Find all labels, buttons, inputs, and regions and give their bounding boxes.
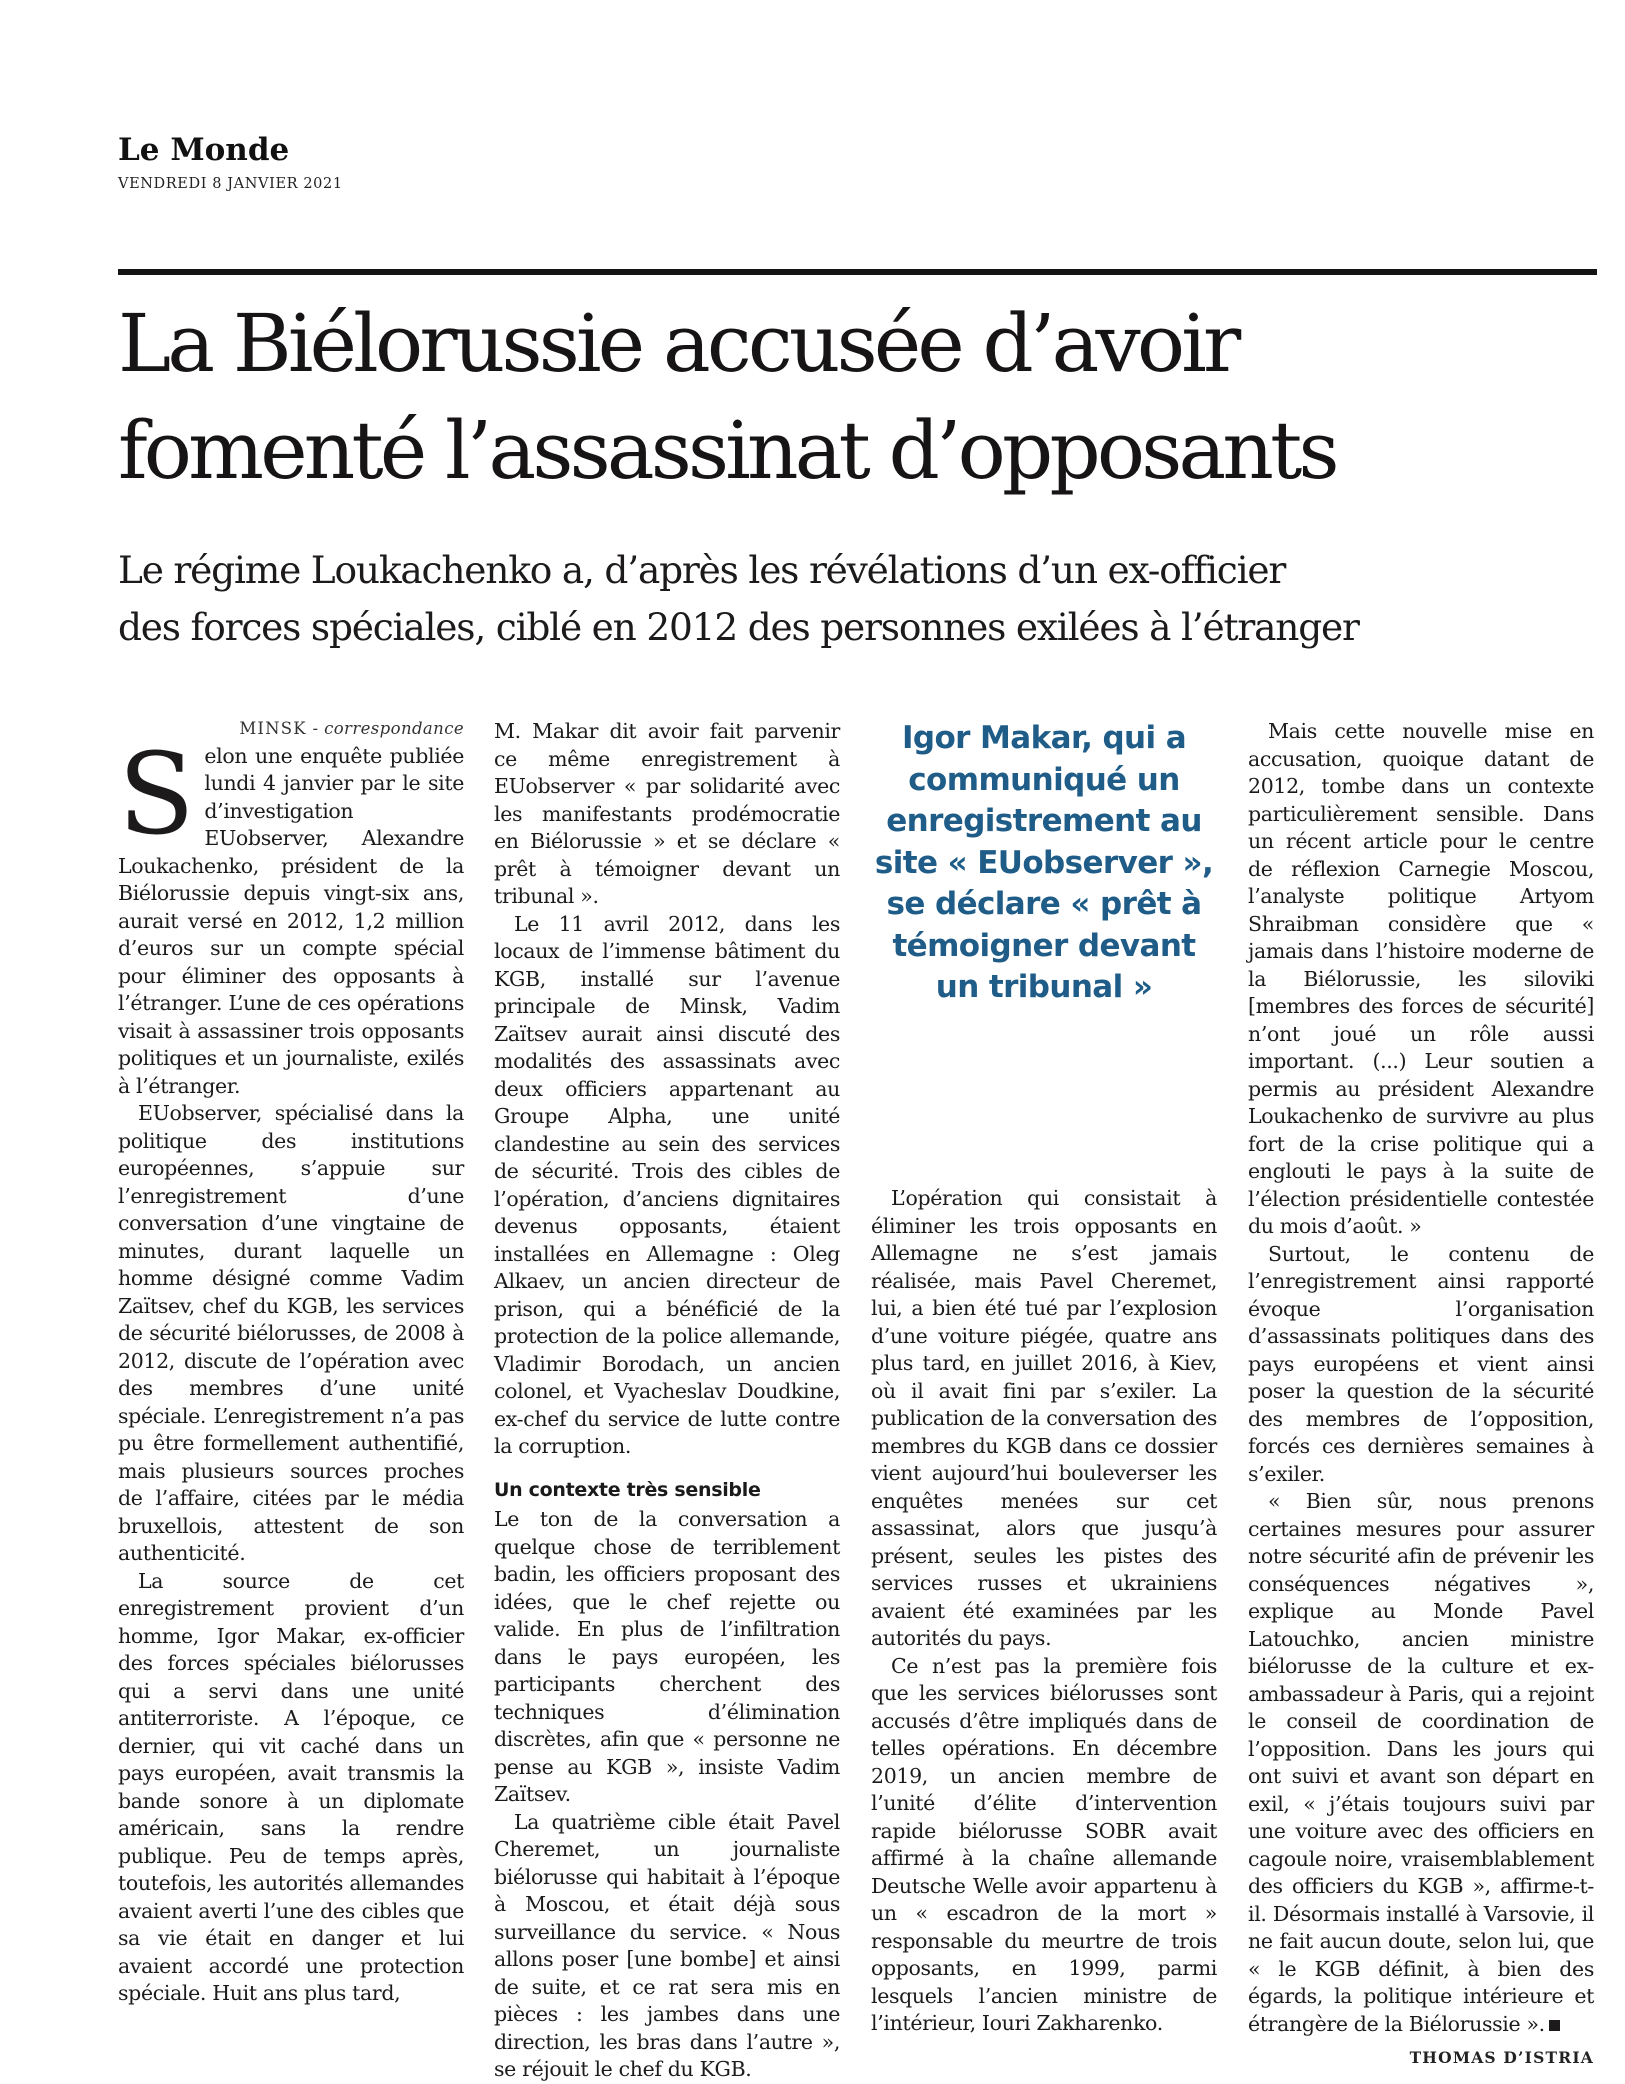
- paragraph: Le ton de la conversation a quelque chose de terriblement badin, les officiers proposant des idées, que le chef rejette ou valide. En plus de l’infiltration dans le pays européen, les participants cherchent des techniques d’élimination discrètes, afin que « personne ne pense au KGB », insiste Vadim Zaïtsev.: [494, 1507, 840, 1806]
- drop-cap: S: [118, 729, 195, 860]
- author-signature: THOMAS D’ISTRIA: [1409, 2048, 1594, 2067]
- standfirst: [118, 542, 1618, 656]
- paragraph: L’opération qui consistait à éliminer les trois opposants en Allemagne ne s’est jamais réalisée, mais Pavel Cheremet, lui, a bien été tué par l’explosion d’une voiture piégée, quatre ans plus tard, en juillet 2016, à Kiev, où il avait fini par s’exiler. La publication de la conversation des membres du KGB dans ce dossier vient aujourd’hui bouleverser les enquêtes menées sur cet assassinat, alors que jusqu’à présent, seules les pistes des services russes et ukrainiens avaient été examinées par les autorités du pays.: [871, 1186, 1217, 1650]
- end-mark-icon: [1549, 2020, 1560, 2031]
- column-1: [118, 715, 464, 2008]
- paragraph: elon une enquête publiée lundi 4 janvier par le site d’investigation EUobserver, Alexandre Loukachenko, président de la Biélorussie depuis vingt-six ans, aurait versé en 2012, 1,2 million d’euros sur un compte spécial pour éliminer des opposants à l’étranger. L’une de ces opérations visait à assassiner trois opposants politiques et un journaliste, exilés à l’étranger.: [118, 743, 464, 1098]
- byline-place: MINSK: [239, 719, 307, 738]
- paragraph: EUobserver, spécialisé dans la politique des institutions européennes, s’appuie sur l’enregistrement d’une conversation d’une vingtaine de minutes, durant laquelle un homme désigné comme Vadim Zaïtsev, chef du KGB, les services de sécurité biélorusses, de 2008 à 2012, discute de l’opération avec des membres d’une unité spéciale. L’enregistrement n’a pas pu être formellement authentifié, mais plusieurs sources proches de l’affaire, citées par le média bruxellois, attestent de son authenticité.: [118, 1101, 464, 1565]
- headline: [118, 290, 1618, 504]
- paragraph: Ce n’est pas la première fois que les services biélorusses sont accusés d’être impliqués dans de telles opérations. En décembre 2019, un ancien membre de l’unité d’élite d’intervention rapide biélorusse SOBR avait affirmé à la chaîne allemande Deutsche Welle avoir appartenu à un « escadron de la mort » responsable du meurtre de trois opposants, en 1999, parmi lesquels l’ancien ministre de l’intérieur, Iouri Zakharenko.: [871, 1653, 1217, 2035]
- paragraph: Surtout, le contenu de l’enregistrement ainsi rapporté évoque l’organisation d’assassinats politiques dans des pays européens et vient ainsi poser la question de la sécurité des membres de l’opposition, forcés ces dernières semaines à s’exiler.: [1248, 1241, 1594, 1486]
- column-4: [1248, 718, 1594, 2072]
- column-3: [871, 1185, 1217, 2038]
- paragraph-text: « Bien sûr, nous prenons certaines mesures pour assurer notre sécurité afin de prévenir les conséquences négatives », explique au Monde Pavel Latouchko, ancien ministre biélorusse de la culture et ex-ambassadeur à Paris, qui a rejoint le conseil de coordination de l’opposition. Dans les jours qui ont suivi et avant son départ en exil, « j’étais toujours suivi par une voiture avec des officiers en cagoule noire, vraisemblablement des officiers du KGB », affirme-t-il. Désormais installé à Varsovie, il ne fait aucun doute, selon lui, que « le KGB définit, à bien des égards, la politique intérieure et étrangère de la Biélorussie ».: [1248, 1489, 1594, 2036]
- paragraph: Mais cette nouvelle mise en accusation, quoique datant de 2012, tombe dans un contexte particulièrement sensible. Dans un récent article pour le centre de réflexion Carnegie Moscou, l’analyste politique Artyom Shraibman considère que « jamais dans l’histoire moderne de la Biélorussie, les siloviki [membres des forces de sécurité] n’ont joué un rôle aussi important. (...) Leur soutien a permis au président Alexandre Loukachenko de survivre au plus fort de la crise politique qui a englouti le pays à la suite de l’élection présidentielle contestée du mois d’août. »: [1248, 719, 1594, 1238]
- paragraph: Le 11 avril 2012, dans les locaux de l’immense bâtiment du KGB, installé sur l’avenue principale de Minsk, Vadim Zaïtsev aurait ainsi discuté des modalités des assassinats avec deux officiers appartenant au Groupe Alpha, une unité clandestine au sein des services de sécurité. Trois des cibles de l’opération, d’anciens dignitaires devenus opposants, étaient installées en Allemagne : Oleg Alkaev, un ancien directeur de prison, qui a bénéficié de la protection de la police allemande, Vladimir Borodach, un ancien colonel, et Vyacheslav Doudkine, ex-chef du service de lutte contre la corruption.: [494, 911, 840, 1458]
- paragraph: M. Makar dit avoir fait parvenir ce même enregistrement à EUobserver « par solidarité avec les manifestants prodémocratie en Biélorussie » et se déclare « prêt à témoigner devant un tribunal ».: [494, 719, 840, 908]
- column-2: [494, 718, 840, 2084]
- paragraph: La source de cet enregistrement provient d’un homme, Igor Makar, ex-officier des forces spéciales biélorusses qui a servi dans une unité antiterroriste. A l’époque, ce dernier, qui vit caché dans un pays européen, avait transmis la bande sonore à un diplomate américain, sans la rendre publique. Peu de temps après, toutefois, les autorités allemandes avaient averti l’une des cibles que sa vie était en danger et lui avaient accordé une protection spéciale. Huit ans plus tard,: [118, 1568, 464, 2005]
- section-subhead: Un contexte très sensible: [494, 1478, 761, 1501]
- paragraph: [1248, 1488, 1594, 2038]
- standfirst-line: des forces spéciales, ciblé en 2012 des personnes exilées à l’étranger: [118, 605, 1359, 649]
- byline-role: correspondance: [324, 719, 464, 738]
- byline-separator: -: [306, 719, 325, 738]
- header-rule: [118, 269, 1597, 275]
- headline-line: fomenté l’assassinat d’opposants: [118, 404, 1336, 497]
- issue-date: VENDREDI 8 JANVIER 2021: [118, 176, 343, 192]
- standfirst-line: Le régime Loukachenko a, d’après les révélations d’un ex-officier: [118, 548, 1286, 592]
- paragraph: La quatrième cible était Pavel Cheremet, un journaliste biélorusse qui habitait à l’époque à Moscou, et était déjà sous surveillance du service. « Nous allons poser [une bombe] et ainsi de suite, et ce rat sera mis en pièces : les jambes dans une direction, les bras dans l’autre », se réjouit le chef du KGB.: [494, 1809, 840, 2081]
- headline-line: La Biélorussie accusée d’avoir: [118, 297, 1238, 390]
- pull-quote: Igor Makar, qui a communiqué un enregistrement au site « EUobserver », se déclare « prêt à témoigner devant un tribunal »: [874, 720, 1214, 1005]
- masthead-logo: Le Monde: [118, 132, 290, 168]
